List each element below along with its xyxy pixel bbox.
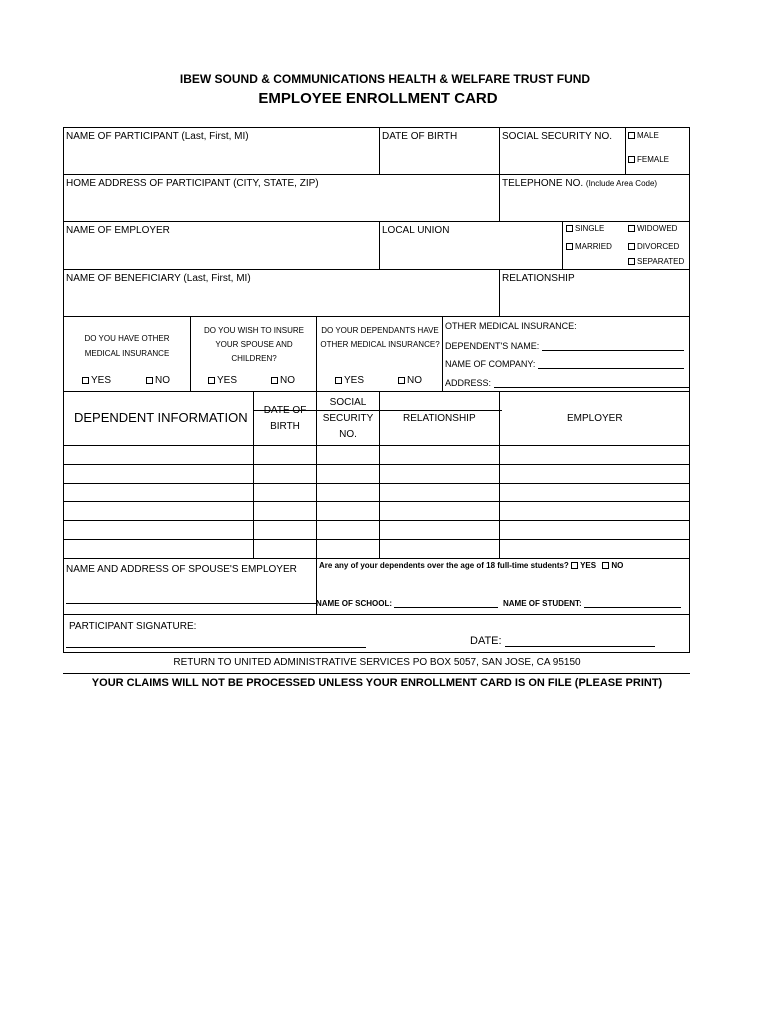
dependent-employer-header: EMPLOYER — [567, 413, 623, 424]
q3-no-label: NO — [407, 375, 422, 386]
dependent-name-field[interactable] — [445, 340, 684, 351]
q3-yes-checkbox[interactable] — [335, 377, 342, 384]
male-checkbox[interactable] — [628, 132, 635, 139]
dependent-dob-header: DATE OF BIRTH — [263, 405, 307, 432]
telephone-label: TELEPHONE NO. (Include Area Code) — [502, 178, 658, 189]
married-checkbox[interactable] — [566, 243, 573, 250]
return-address: RETURN TO UNITED ADMINISTRATIVE SERVICES PO BOX 5057, SAN JOSE, CA 95150 — [173, 657, 581, 668]
company-name-field[interactable] — [445, 358, 684, 369]
separated-option[interactable] — [628, 257, 684, 266]
widowed-option[interactable] — [628, 224, 677, 233]
q2-no-option[interactable] — [271, 375, 295, 386]
beneficiary-label: NAME OF BENEFICIARY (Last, First, MI) — [66, 273, 251, 284]
q1-no-option[interactable] — [146, 375, 170, 386]
employer-label: NAME OF EMPLOYER — [66, 225, 170, 236]
divorced-label: DIVORCED — [637, 242, 680, 251]
male-option[interactable] — [628, 131, 659, 140]
q1-yes-option[interactable] — [82, 375, 111, 386]
participant-name-label: NAME OF PARTICIPANT (Last, First, MI) — [66, 131, 249, 142]
female-checkbox[interactable] — [628, 156, 635, 163]
widowed-checkbox[interactable] — [628, 225, 635, 232]
single-checkbox[interactable] — [566, 225, 573, 232]
date-label: DATE: — [470, 635, 502, 647]
single-option[interactable] — [566, 224, 604, 233]
signature-label: PARTICIPANT SIGNATURE: — [69, 621, 197, 632]
q2-yes-label: YES — [217, 375, 238, 386]
spouse-employer-label: NAME AND ADDRESS OF SPOUSE'S EMPLOYER — [66, 564, 297, 575]
separated-label: SEPARATED — [637, 257, 685, 266]
female-option[interactable] — [628, 155, 669, 164]
q1-yes-label: YES — [91, 375, 112, 386]
q3-yes-label: YES — [344, 375, 365, 386]
dependent-info-header: DEPENDENT INFORMATION — [74, 410, 248, 425]
students-no-label: NO — [611, 561, 624, 570]
dependent-ssn-header: SOCIAL SECURITY NO. — [322, 397, 374, 440]
q1-yes-checkbox[interactable] — [82, 377, 89, 384]
divorced-option[interactable] — [628, 242, 679, 251]
students-question — [319, 561, 623, 570]
company-name-label: NAME OF COMPANY: — [445, 359, 536, 369]
school-name-label: NAME OF SCHOOL: — [316, 599, 392, 608]
students-question-text: Are any of your dependents over the age of 18 full-time students? — [319, 561, 569, 570]
school-name-field[interactable] — [316, 599, 498, 608]
student-name-field[interactable] — [503, 599, 681, 608]
date-field[interactable] — [470, 635, 655, 647]
dependent-relationship-header: RELATIONSHIP — [403, 413, 476, 424]
warning-text: YOUR CLAIMS WILL NOT BE PROCESSED UNLESS YOUR ENROLLMENT CARD IS ON FILE (PLEASE PRINT) — [91, 677, 663, 689]
widowed-label: WIDOWED — [637, 224, 678, 233]
q1-no-checkbox[interactable] — [146, 377, 153, 384]
divorced-checkbox[interactable] — [628, 243, 635, 250]
q2-yes-checkbox[interactable] — [208, 377, 215, 384]
male-label: MALE — [637, 131, 659, 140]
students-yes-label: YES — [580, 561, 597, 570]
signature-line[interactable] — [66, 647, 366, 648]
separated-checkbox[interactable] — [628, 258, 635, 265]
dependants-insurance-question: DO YOUR DEPENDANTS HAVE OTHER MEDICAL INSURANCE? — [320, 326, 440, 349]
q3-no-checkbox[interactable] — [398, 377, 405, 384]
form-title: EMPLOYEE ENROLLMENT CARD — [258, 90, 498, 107]
spouse-employer-line[interactable] — [66, 603, 316, 604]
relationship-label: RELATIONSHIP — [502, 273, 575, 284]
telephone-note: (Include Area Code) — [585, 179, 658, 188]
local-union-label: LOCAL UNION — [382, 225, 450, 236]
ssn-label: SOCIAL SECURITY NO. — [502, 131, 613, 142]
student-name-label: NAME OF STUDENT: — [503, 599, 582, 608]
org-name: IBEW SOUND & COMMUNICATIONS HEALTH & WELFARE TRUST FUND — [179, 72, 591, 86]
married-option[interactable] — [566, 242, 612, 251]
q2-no-label: NO — [280, 375, 295, 386]
dependent-name-label: DEPENDENT'S NAME: — [445, 341, 540, 351]
dob-label: DATE OF BIRTH — [382, 131, 458, 142]
students-no-checkbox[interactable] — [602, 562, 609, 569]
other-insurance-question: DO YOU HAVE OTHER MEDICAL INSURANCE — [84, 334, 170, 358]
address-label: HOME ADDRESS OF PARTICIPANT (CITY, STATE, ZIP) — [66, 178, 319, 189]
insurance-address-label: ADDRESS: — [445, 378, 492, 388]
other-insurance-title: OTHER MEDICAL INSURANCE: — [445, 321, 577, 331]
q3-no-option[interactable] — [398, 375, 422, 386]
single-label: SINGLE — [575, 224, 605, 233]
q2-no-checkbox[interactable] — [271, 377, 278, 384]
q2-yes-option[interactable] — [208, 375, 237, 386]
insurance-address-field[interactable] — [445, 377, 690, 388]
female-label: FEMALE — [637, 155, 670, 164]
q3-yes-option[interactable] — [335, 375, 364, 386]
q1-no-label: NO — [155, 375, 170, 386]
students-yes-checkbox[interactable] — [571, 562, 578, 569]
married-label: MARRIED — [575, 242, 612, 251]
insure-spouse-question: DO YOU WISH TO INSURE YOUR SPOUSE AND CHILDREN? — [203, 326, 304, 363]
